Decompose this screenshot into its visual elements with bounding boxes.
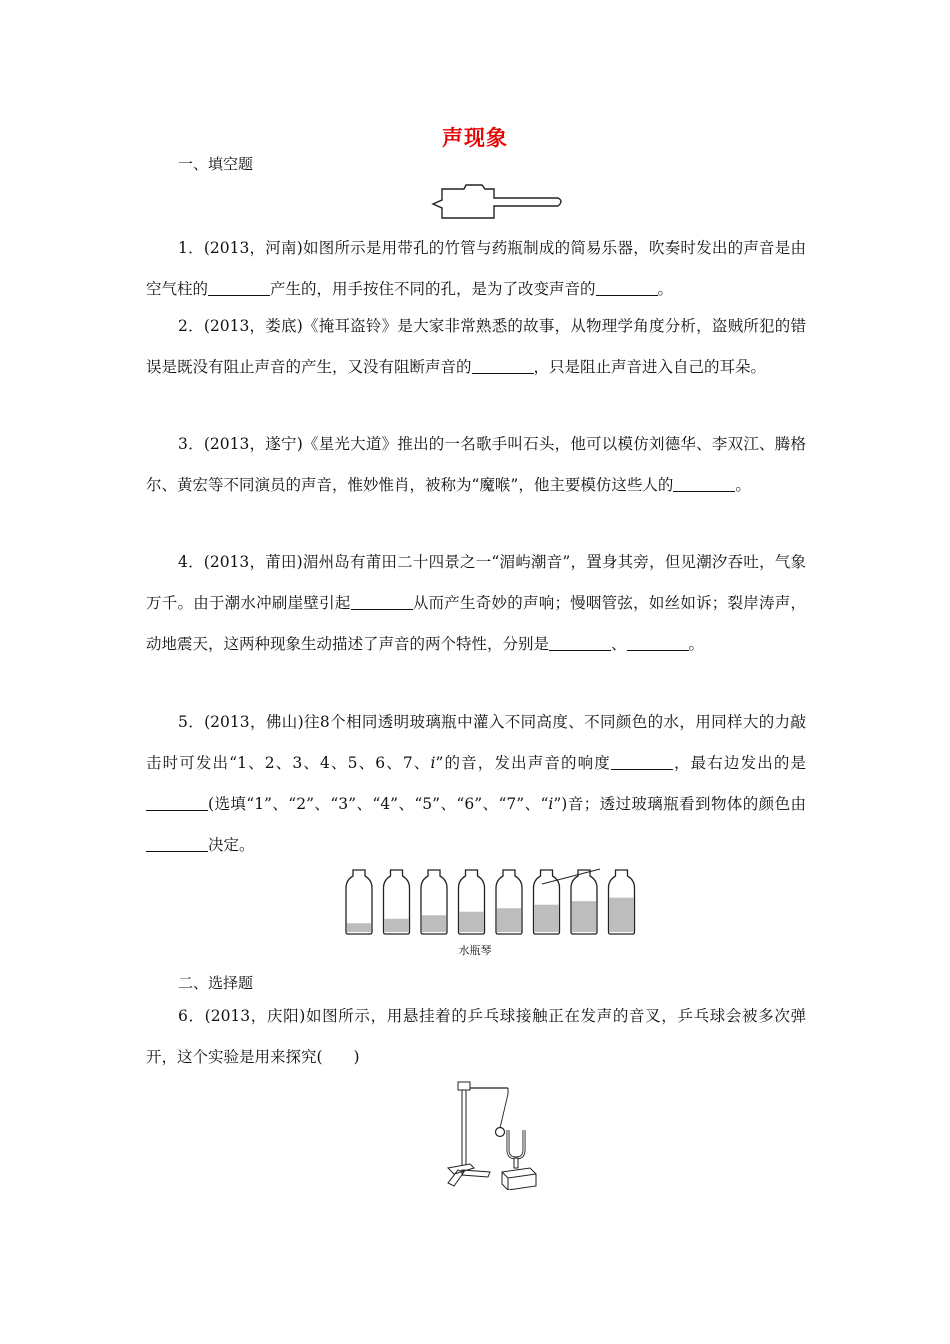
water-bottle	[384, 870, 410, 934]
section-choice: 二、选择题	[178, 974, 254, 992]
water-bottle	[571, 870, 597, 934]
water-bottle	[534, 870, 560, 934]
answer-blank[interactable]	[627, 635, 689, 652]
water-bottle	[346, 870, 372, 934]
tuning-fork-figure	[440, 1080, 540, 1190]
question-2: 2．(2013，娄底)《掩耳盗铃》是大家非常熟悉的故事，从物理学角度分析，盗贼所犯的错误是既没有阻止声音的产生，又没有阻断声音的 ，只是阻止声音进入自己的耳朵。	[146, 317, 806, 376]
bottle-water	[347, 923, 371, 932]
answer-blank[interactable]	[208, 280, 270, 297]
flute-figure	[430, 184, 570, 224]
question-6: 6．(2013，庆阳)如图所示，用悬挂着的乒乓球接触正在发声的音叉，乒乓球会被多次弹开，这个实验是用来探究( )	[146, 1007, 806, 1066]
bottle-water	[610, 898, 634, 932]
bottle-water	[535, 905, 559, 932]
answer-blank[interactable]	[673, 476, 735, 493]
bottle-water	[497, 908, 521, 932]
answer-blank[interactable]	[596, 280, 658, 297]
bottle-water	[422, 915, 446, 932]
bottle-water	[460, 912, 484, 932]
question-1: 1．(2013，河南)如图所示是用带孔的竹管与药瓶制成的简易乐器，吹奏时发出的声音是由空气柱的 产生的，用手按住不同的孔，是为了改变声音的 。	[146, 239, 806, 298]
answer-blank[interactable]	[549, 635, 611, 652]
water-bottle	[609, 870, 635, 934]
question-4: 4．(2013，莆田)湄州岛有莆田二十四景之一“湄屿潮音”，置身其旁，但见潮汐吞吐，气象万千。由于潮水冲刷崖壁引起 从而产生奇妙的声响；慢咽管弦，如丝如诉；裂岸涛声，动地震天，这两种现象生动描述了声音的两个特性，分别是 、 。	[146, 553, 806, 653]
question-3: 3．(2013，遂宁)《星光大道》推出的一名歌手叫石头，他可以模仿刘德华、李双江、腾格尔、黄宏等不同演员的声音，惟妙惟肖，被称为“魔喉”，他主要模仿这些人的 。	[146, 435, 806, 494]
water-bottle	[496, 870, 522, 934]
bottle-water	[572, 901, 596, 932]
answer-blank[interactable]	[351, 594, 413, 611]
bottle-figure-caption: 水瓶琴	[458, 944, 492, 957]
water-bottle	[459, 870, 485, 934]
answer-blank[interactable]	[611, 754, 673, 771]
answer-blank[interactable]	[472, 358, 534, 375]
answer-blank[interactable]	[146, 836, 208, 853]
section-fill-blank: 一、填空题	[178, 155, 254, 173]
bottle-water	[385, 919, 409, 932]
question-5: 5．(2013，佛山)往8个相同透明玻璃瓶中灌入不同高度、不同颜色的水，用同样大的力敲击时可发出“1、2、3、4、5、6、7、i”的音，发出声音的响度 ，最右边发出的是(选填“1”、“2”、“3”、“4”、“5”、“6”、“7”、“i”)音；透过玻璃瓶看到物体的颜色由决定。	[146, 713, 806, 854]
page-title: 声现象	[442, 126, 508, 150]
water-bottle	[421, 870, 447, 934]
water-bottles-figure	[340, 866, 650, 938]
answer-blank[interactable]	[146, 795, 208, 812]
